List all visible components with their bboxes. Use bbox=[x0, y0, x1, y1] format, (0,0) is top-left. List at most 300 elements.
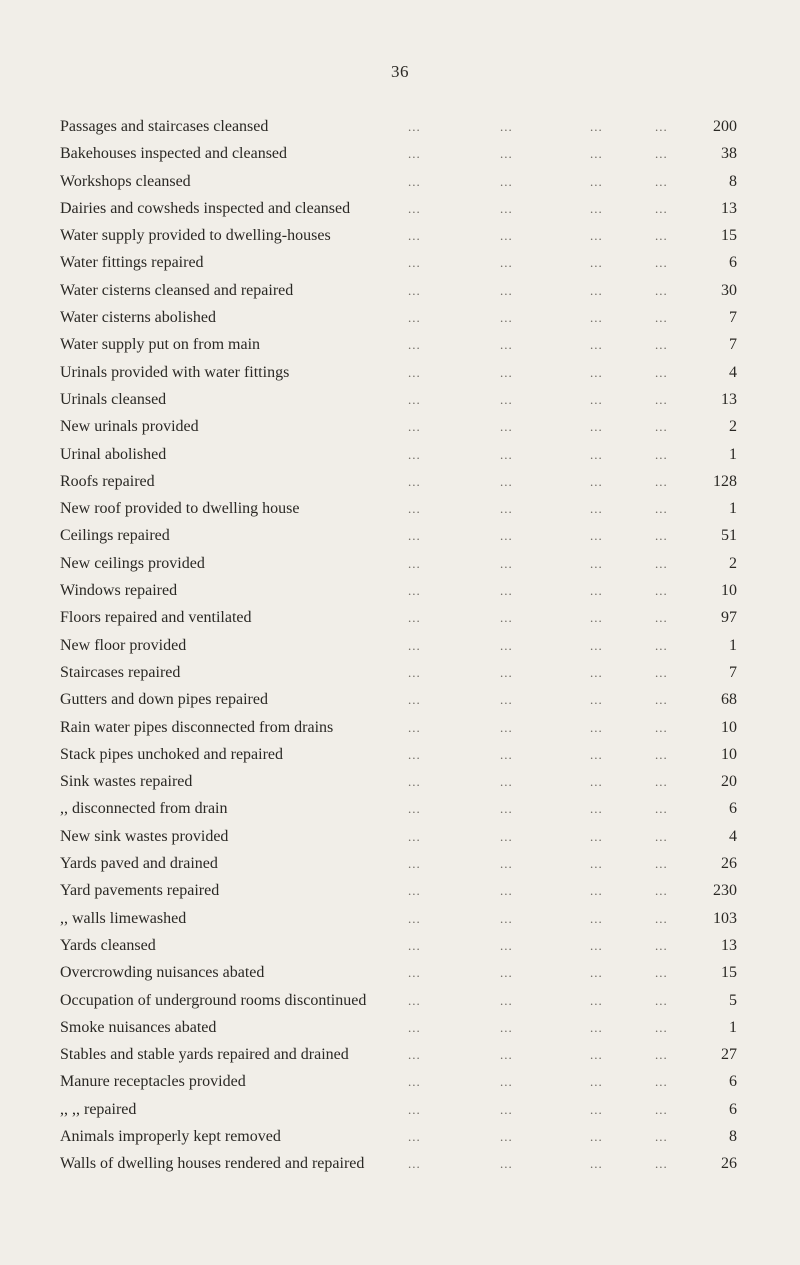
table-row bbox=[60, 659, 740, 686]
dot-leaders bbox=[60, 1041, 668, 1068]
table-row bbox=[60, 195, 740, 222]
dot-leaders bbox=[60, 987, 668, 1014]
table-row bbox=[60, 1150, 740, 1177]
dot-leader: ... bbox=[500, 1047, 513, 1063]
row-label: Water supply put on from main bbox=[60, 336, 261, 354]
dot-leader: ... bbox=[408, 555, 421, 571]
dot-leaders bbox=[60, 277, 668, 304]
dot-leader: ... bbox=[655, 692, 668, 708]
dot-leader: ... bbox=[500, 473, 513, 489]
dot-leader: ... bbox=[408, 228, 421, 244]
dot-leader: ... bbox=[408, 1101, 421, 1117]
dot-leaders bbox=[60, 1150, 668, 1177]
dot-leader: ... bbox=[408, 1128, 421, 1144]
dot-leader: ... bbox=[500, 828, 513, 844]
dot-leader: ... bbox=[655, 501, 668, 517]
dot-leaders bbox=[60, 195, 668, 222]
table-row bbox=[60, 1068, 740, 1095]
row-label: Walls of dwelling houses rendered and repaired bbox=[60, 1155, 365, 1173]
row-label: Urinals cleansed bbox=[60, 390, 167, 408]
table-row bbox=[60, 168, 740, 195]
dot-leader: ... bbox=[408, 1156, 421, 1172]
dot-leader: ... bbox=[655, 473, 668, 489]
dot-leader: ... bbox=[500, 910, 513, 926]
dot-leaders bbox=[60, 659, 668, 686]
row-value: 15 bbox=[721, 227, 737, 245]
row-value: 2 bbox=[729, 554, 737, 572]
table-row bbox=[60, 905, 740, 932]
dot-leader: ... bbox=[408, 200, 421, 216]
row-value: 13 bbox=[721, 936, 737, 954]
dot-leaders bbox=[60, 249, 668, 276]
dot-leader: ... bbox=[590, 473, 603, 489]
dot-leader: ... bbox=[655, 555, 668, 571]
dot-leader: ... bbox=[408, 473, 421, 489]
table-row bbox=[60, 987, 740, 1014]
dot-leader: ... bbox=[500, 146, 513, 162]
dot-leader: ... bbox=[655, 282, 668, 298]
row-value: 30 bbox=[721, 281, 737, 299]
row-label: Windows repaired bbox=[60, 582, 178, 600]
row-value: 10 bbox=[721, 582, 737, 600]
dot-leader: ... bbox=[590, 664, 603, 680]
row-label: Passages and staircases cleansed bbox=[60, 118, 269, 135]
row-label: New sink wastes provided bbox=[60, 827, 229, 845]
dot-leader: ... bbox=[500, 255, 513, 271]
dot-leader: ... bbox=[408, 746, 421, 762]
row-value: 15 bbox=[721, 964, 737, 982]
dot-leader: ... bbox=[408, 583, 421, 599]
dot-leader: ... bbox=[590, 255, 603, 271]
dot-leader: ... bbox=[500, 1101, 513, 1117]
row-value: 8 bbox=[729, 1127, 737, 1145]
dot-leader: ... bbox=[408, 501, 421, 517]
row-value: 26 bbox=[721, 1155, 737, 1173]
dot-leaders bbox=[60, 1014, 668, 1041]
row-label: Yard pavements repaired bbox=[60, 882, 220, 900]
dot-leaders bbox=[60, 1123, 668, 1150]
dot-leader: ... bbox=[500, 282, 513, 298]
dot-leader: ... bbox=[590, 692, 603, 708]
table-row bbox=[60, 331, 740, 358]
row-label: ,, walls limewashed bbox=[60, 909, 187, 927]
row-value: 13 bbox=[721, 199, 737, 217]
dot-leaders bbox=[60, 522, 668, 549]
table-row bbox=[60, 550, 740, 577]
dot-leaders bbox=[60, 140, 668, 167]
dot-leader: ... bbox=[408, 337, 421, 353]
row-value: 27 bbox=[721, 1046, 737, 1064]
row-label: New roof provided to dwelling house bbox=[60, 500, 300, 518]
row-label: Urinals provided with water fittings bbox=[60, 363, 290, 381]
dot-leader: ... bbox=[655, 446, 668, 462]
dot-leader: ... bbox=[655, 719, 668, 735]
dot-leader: ... bbox=[590, 801, 603, 817]
row-label: Yards cleansed bbox=[60, 936, 156, 954]
dot-leader: ... bbox=[590, 501, 603, 517]
table-row bbox=[60, 413, 740, 440]
dot-leader: ... bbox=[500, 774, 513, 790]
table-row bbox=[60, 741, 740, 768]
dot-leader: ... bbox=[408, 883, 421, 899]
dot-leader: ... bbox=[590, 937, 603, 953]
dot-leader: ... bbox=[408, 1047, 421, 1063]
row-label: Water cisterns cleansed and repaired bbox=[60, 281, 294, 299]
dot-leader: ... bbox=[408, 146, 421, 162]
table-row bbox=[60, 441, 740, 468]
dot-leader: ... bbox=[408, 828, 421, 844]
row-label: Smoke nuisances abated bbox=[60, 1018, 217, 1036]
table-row bbox=[60, 140, 740, 167]
row-label: ,, disconnected from drain bbox=[60, 800, 228, 818]
dot-leader: ... bbox=[590, 337, 603, 353]
dot-leader: ... bbox=[590, 146, 603, 162]
dot-leader: ... bbox=[408, 119, 421, 134]
row-value: 38 bbox=[721, 145, 737, 163]
dot-leaders bbox=[60, 222, 668, 249]
table-row bbox=[60, 604, 740, 631]
dot-leader: ... bbox=[500, 692, 513, 708]
dot-leader: ... bbox=[500, 310, 513, 326]
row-value: 4 bbox=[729, 827, 737, 845]
dot-leaders bbox=[60, 823, 668, 850]
row-label: Stables and stable yards repaired and drained bbox=[60, 1046, 349, 1064]
dot-leader: ... bbox=[590, 1101, 603, 1117]
dot-leader: ... bbox=[500, 228, 513, 244]
row-label: Overcrowding nuisances abated bbox=[60, 964, 265, 982]
dot-leader: ... bbox=[655, 610, 668, 626]
dot-leader: ... bbox=[590, 774, 603, 790]
row-value: 7 bbox=[729, 336, 737, 354]
dot-leaders bbox=[60, 795, 668, 822]
dot-leader: ... bbox=[590, 310, 603, 326]
dot-leader: ... bbox=[408, 937, 421, 953]
dot-leader: ... bbox=[500, 501, 513, 517]
row-value: 1 bbox=[729, 636, 737, 654]
row-label: Urinal abolished bbox=[60, 445, 167, 463]
dot-leader: ... bbox=[408, 965, 421, 981]
dot-leader: ... bbox=[590, 228, 603, 244]
dot-leader: ... bbox=[655, 173, 668, 189]
dot-leader: ... bbox=[655, 1128, 668, 1144]
dot-leader: ... bbox=[500, 364, 513, 380]
dot-leaders bbox=[60, 932, 668, 959]
dot-leaders bbox=[60, 550, 668, 577]
table-row bbox=[60, 1096, 740, 1123]
row-value: 51 bbox=[721, 527, 737, 545]
dot-leader: ... bbox=[408, 664, 421, 680]
dot-leader: ... bbox=[500, 883, 513, 899]
table-row bbox=[60, 714, 740, 741]
table-row bbox=[60, 850, 740, 877]
dot-leader: ... bbox=[655, 801, 668, 817]
row-label: Manure receptacles provided bbox=[60, 1073, 246, 1091]
dot-leaders bbox=[60, 877, 668, 904]
dot-leader: ... bbox=[408, 282, 421, 298]
row-value: 6 bbox=[729, 254, 737, 272]
dot-leader: ... bbox=[500, 528, 513, 544]
table-row bbox=[60, 359, 740, 386]
row-value: 7 bbox=[729, 663, 737, 681]
dot-leader: ... bbox=[408, 719, 421, 735]
dot-leader: ... bbox=[590, 119, 603, 134]
dot-leader: ... bbox=[408, 255, 421, 271]
dot-leader: ... bbox=[590, 965, 603, 981]
row-label: New urinals provided bbox=[60, 418, 199, 436]
row-value: 230 bbox=[713, 882, 737, 900]
dot-leader: ... bbox=[500, 555, 513, 571]
dot-leader: ... bbox=[500, 1128, 513, 1144]
row-value: 26 bbox=[721, 855, 737, 873]
dot-leader: ... bbox=[408, 446, 421, 462]
table-row bbox=[60, 304, 740, 331]
dot-leader: ... bbox=[408, 610, 421, 626]
page-number: 36 bbox=[391, 62, 409, 81]
row-label: Dairies and cowsheds inspected and cleansed bbox=[60, 199, 351, 217]
row-value: 4 bbox=[729, 363, 737, 381]
dot-leader: ... bbox=[590, 200, 603, 216]
row-value: 200 bbox=[713, 118, 737, 135]
dot-leaders bbox=[60, 441, 668, 468]
dot-leader: ... bbox=[655, 965, 668, 981]
dot-leaders bbox=[60, 1096, 668, 1123]
dot-leaders bbox=[60, 168, 668, 195]
table-row bbox=[60, 1123, 740, 1150]
dot-leader: ... bbox=[500, 391, 513, 407]
dot-leader: ... bbox=[500, 119, 513, 134]
row-value: 1 bbox=[729, 500, 737, 518]
dot-leader: ... bbox=[408, 310, 421, 326]
dot-leader: ... bbox=[655, 1101, 668, 1117]
row-value: 6 bbox=[729, 1073, 737, 1091]
table-row bbox=[60, 795, 740, 822]
dot-leader: ... bbox=[655, 1047, 668, 1063]
row-value: 13 bbox=[721, 390, 737, 408]
dot-leader: ... bbox=[590, 856, 603, 872]
dot-leader: ... bbox=[590, 1019, 603, 1035]
row-label: Water fittings repaired bbox=[60, 254, 204, 272]
dot-leader: ... bbox=[590, 446, 603, 462]
dot-leader: ... bbox=[655, 746, 668, 762]
dot-leader: ... bbox=[655, 583, 668, 599]
row-value: 6 bbox=[729, 800, 737, 818]
dot-leader: ... bbox=[408, 774, 421, 790]
dot-leader: ... bbox=[500, 746, 513, 762]
dot-leader: ... bbox=[590, 910, 603, 926]
dot-leaders bbox=[60, 632, 668, 659]
row-value: 10 bbox=[721, 745, 737, 763]
dot-leader: ... bbox=[408, 992, 421, 1008]
row-label: Water supply provided to dwelling-houses bbox=[60, 227, 331, 245]
dot-leader: ... bbox=[590, 719, 603, 735]
dot-leader: ... bbox=[500, 992, 513, 1008]
dot-leader: ... bbox=[655, 910, 668, 926]
dot-leader: ... bbox=[655, 664, 668, 680]
dot-leader: ... bbox=[655, 337, 668, 353]
row-label: Water cisterns abolished bbox=[60, 309, 216, 327]
dot-leader: ... bbox=[408, 364, 421, 380]
row-label: Gutters and down pipes repaired bbox=[60, 691, 268, 709]
dot-leader: ... bbox=[590, 1074, 603, 1090]
table-row bbox=[60, 686, 740, 713]
dot-leaders bbox=[60, 359, 668, 386]
dot-leader: ... bbox=[500, 173, 513, 189]
table-row bbox=[60, 386, 740, 413]
dot-leader: ... bbox=[655, 228, 668, 244]
dot-leaders bbox=[60, 577, 668, 604]
dot-leader: ... bbox=[408, 692, 421, 708]
row-value: 1 bbox=[729, 445, 737, 463]
table-row bbox=[60, 1041, 740, 1068]
dot-leader: ... bbox=[408, 173, 421, 189]
dot-leader: ... bbox=[500, 965, 513, 981]
dot-leader: ... bbox=[655, 255, 668, 271]
dot-leader: ... bbox=[590, 391, 603, 407]
dot-leader: ... bbox=[408, 1019, 421, 1035]
dot-leader: ... bbox=[408, 910, 421, 926]
dot-leaders bbox=[60, 714, 668, 741]
dot-leader: ... bbox=[408, 391, 421, 407]
row-value: 97 bbox=[721, 609, 737, 627]
row-label: Occupation of underground rooms discontinued bbox=[60, 991, 367, 1009]
dot-leaders bbox=[60, 905, 668, 932]
dot-leaders bbox=[60, 304, 668, 331]
dot-leader: ... bbox=[590, 555, 603, 571]
dot-leaders bbox=[60, 1068, 668, 1095]
dot-leader: ... bbox=[500, 1156, 513, 1172]
dot-leader: ... bbox=[500, 937, 513, 953]
dot-leaders bbox=[60, 686, 668, 713]
table-row bbox=[60, 222, 740, 249]
row-value: 6 bbox=[729, 1100, 737, 1118]
row-label: Animals improperly kept removed bbox=[60, 1127, 281, 1145]
row-value: 8 bbox=[729, 172, 737, 190]
dot-leader: ... bbox=[500, 801, 513, 817]
dot-leader: ... bbox=[655, 992, 668, 1008]
dot-leader: ... bbox=[590, 282, 603, 298]
dot-leader: ... bbox=[590, 1128, 603, 1144]
dot-leader: ... bbox=[500, 1074, 513, 1090]
dot-leader: ... bbox=[590, 828, 603, 844]
report-table bbox=[60, 113, 740, 1178]
row-label: Floors repaired and ventilated bbox=[60, 609, 252, 627]
dot-leader: ... bbox=[500, 664, 513, 680]
row-label: Workshops cleansed bbox=[60, 172, 191, 190]
table-row bbox=[60, 768, 740, 795]
row-value: 68 bbox=[721, 691, 737, 709]
dot-leader: ... bbox=[500, 200, 513, 216]
dot-leader: ... bbox=[655, 528, 668, 544]
table-row bbox=[60, 877, 740, 904]
row-value: 20 bbox=[721, 773, 737, 791]
dot-leaders bbox=[60, 959, 668, 986]
row-label: Yards paved and drained bbox=[60, 855, 218, 873]
row-value: 1 bbox=[729, 1018, 737, 1036]
row-value: 2 bbox=[729, 418, 737, 436]
dot-leaders bbox=[60, 113, 668, 140]
dot-leader: ... bbox=[590, 173, 603, 189]
dot-leader: ... bbox=[655, 1019, 668, 1035]
dot-leader: ... bbox=[500, 583, 513, 599]
dot-leader: ... bbox=[500, 337, 513, 353]
row-value: 10 bbox=[721, 718, 737, 736]
dot-leader: ... bbox=[590, 883, 603, 899]
dot-leader: ... bbox=[655, 1074, 668, 1090]
row-label: Roofs repaired bbox=[60, 472, 155, 490]
table-row bbox=[60, 277, 740, 304]
dot-leader: ... bbox=[500, 1019, 513, 1035]
table-row bbox=[60, 823, 740, 850]
dot-leaders bbox=[60, 495, 668, 522]
dot-leader: ... bbox=[590, 528, 603, 544]
dot-leader: ... bbox=[590, 1047, 603, 1063]
row-label: Stack pipes unchoked and repaired bbox=[60, 745, 284, 763]
dot-leader: ... bbox=[590, 637, 603, 653]
dot-leaders bbox=[60, 413, 668, 440]
table-row bbox=[60, 113, 740, 140]
dot-leader: ... bbox=[655, 119, 668, 134]
dot-leader: ... bbox=[655, 883, 668, 899]
dot-leaders bbox=[60, 768, 668, 795]
dot-leader: ... bbox=[590, 364, 603, 380]
row-value: 5 bbox=[729, 991, 737, 1009]
row-label: Bakehouses inspected and cleansed bbox=[60, 145, 288, 163]
dot-leaders bbox=[60, 386, 668, 413]
row-value: 7 bbox=[729, 309, 737, 327]
dot-leader: ... bbox=[408, 1074, 421, 1090]
table-row bbox=[60, 959, 740, 986]
dot-leader: ... bbox=[500, 446, 513, 462]
row-label: Staircases repaired bbox=[60, 663, 181, 681]
table-row bbox=[60, 522, 740, 549]
dot-leader: ... bbox=[655, 937, 668, 953]
table-row bbox=[60, 1014, 740, 1041]
dot-leaders bbox=[60, 850, 668, 877]
table-row bbox=[60, 632, 740, 659]
dot-leader: ... bbox=[590, 610, 603, 626]
dot-leader: ... bbox=[655, 637, 668, 653]
dot-leader: ... bbox=[500, 610, 513, 626]
table-row bbox=[60, 468, 740, 495]
dot-leader: ... bbox=[408, 801, 421, 817]
dot-leader: ... bbox=[408, 528, 421, 544]
row-label: Rain water pipes disconnected from drains bbox=[60, 718, 334, 736]
dot-leader: ... bbox=[655, 310, 668, 326]
dot-leader: ... bbox=[500, 637, 513, 653]
dot-leader: ... bbox=[655, 364, 668, 380]
dot-leader: ... bbox=[655, 828, 668, 844]
dot-leader: ... bbox=[655, 391, 668, 407]
dot-leader: ... bbox=[655, 774, 668, 790]
dot-leaders bbox=[60, 741, 668, 768]
table-row bbox=[60, 577, 740, 604]
row-label: Ceilings repaired bbox=[60, 527, 170, 545]
dot-leader: ... bbox=[655, 146, 668, 162]
table-row bbox=[60, 249, 740, 276]
dot-leader: ... bbox=[590, 746, 603, 762]
row-label: New ceilings provided bbox=[60, 554, 205, 572]
dot-leader: ... bbox=[590, 1156, 603, 1172]
row-label: New floor provided bbox=[60, 636, 187, 654]
row-value: 128 bbox=[713, 472, 737, 490]
dot-leader: ... bbox=[408, 637, 421, 653]
dot-leader: ... bbox=[590, 992, 603, 1008]
dot-leader: ... bbox=[408, 856, 421, 872]
dot-leaders bbox=[60, 604, 668, 631]
row-label: ,, ,, repaired bbox=[60, 1100, 137, 1118]
dot-leader: ... bbox=[500, 719, 513, 735]
table-row bbox=[60, 932, 740, 959]
